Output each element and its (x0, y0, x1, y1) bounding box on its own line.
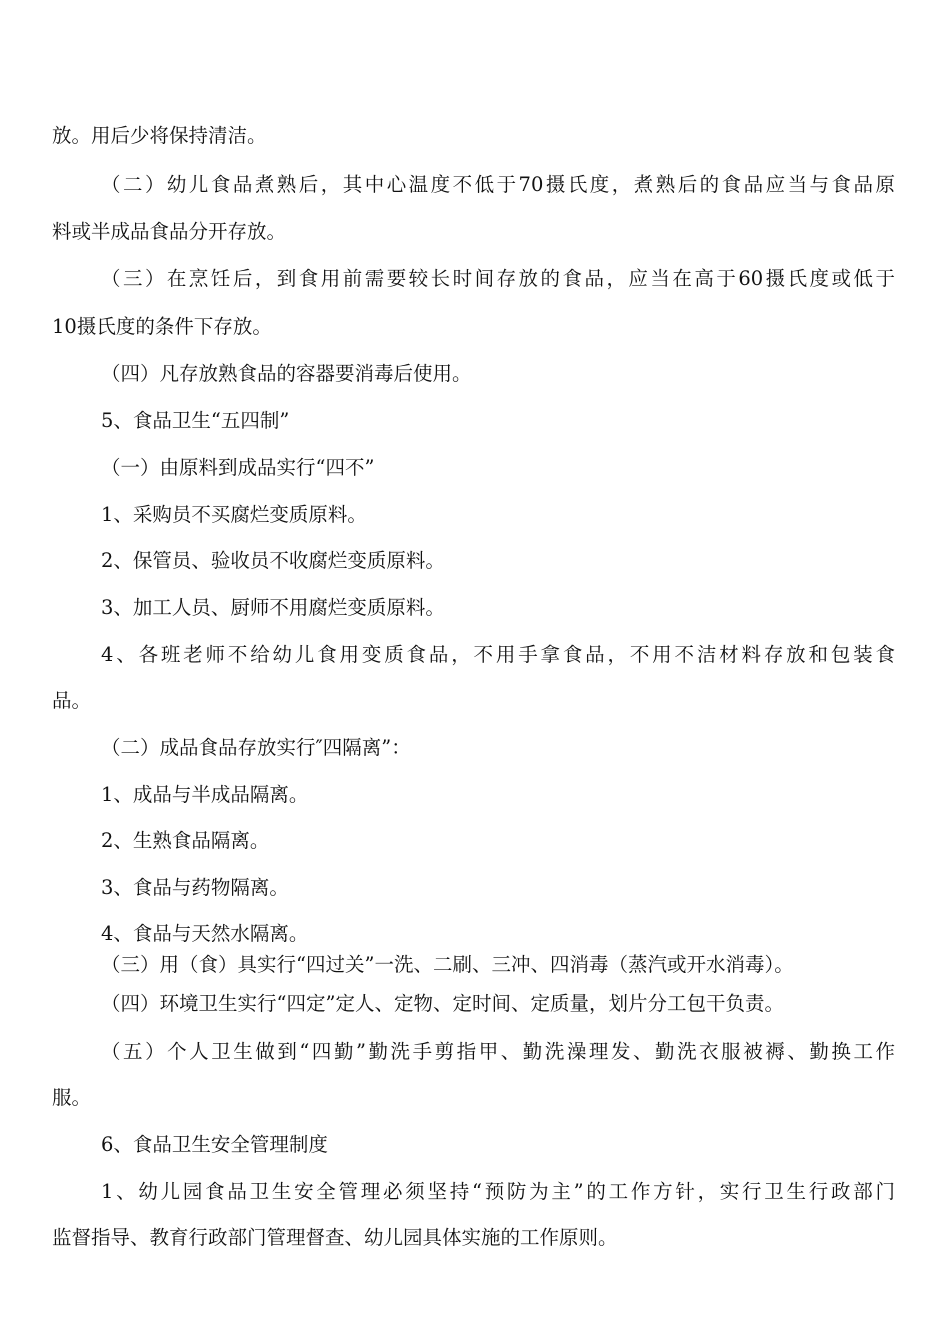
text-line: 1、采购员不买腐烂变质原料。 (101, 503, 367, 526)
text-line: 2、保管员、验收员不收腐烂变质原料。 (101, 549, 445, 572)
text-line: 4、食品与天然水隔离。 (101, 922, 309, 945)
text-line: 1、成品与半成品隔离。 (101, 783, 309, 806)
text-line: （四）环境卫生实行“四定”定人、定物、定时间、定质量，划片分工包干负责。 (101, 992, 784, 1015)
text-line: （二）成品食品存放实行″四隔离”： (101, 736, 411, 759)
text-line: 监督指导、教育行政部门管理督查、幼儿园具体实施的工作原则。 (52, 1226, 618, 1249)
section-heading: 6、食品卫生安全管理制度 (101, 1133, 328, 1156)
text-line: （三）在烹饪后，到食用前需要较长时间存放的食品，应当在高于60摄氏度或低于 (101, 267, 895, 290)
text-line: （二）幼儿食品煮熟后，其中心温度不低于70摄氏度，煮熟后的食品应当与食品原 (101, 173, 895, 196)
text-line: 放。用后少将保持清洁。 (52, 124, 267, 147)
text-line: 2、生熟食品隔离。 (101, 829, 270, 852)
text-line: 4、各班老师不给幼儿食用变质食品，不用手拿食品，不用不洁材料存放和包装食 (101, 643, 895, 666)
text-line: 10摄氏度的条件下存放。 (52, 315, 272, 338)
text-line: 3、加工人员、厨师不用腐烂变质原料。 (101, 596, 445, 619)
text-line: （三）用（食）具实行“四过关”一洗、二刷、三冲、四消毒（蒸汽或开水消毒）。 (101, 953, 794, 976)
text-line: 品。 (52, 689, 92, 712)
text-line: 服。 (52, 1086, 92, 1109)
text-line: 1、幼儿园食品卫生安全管理必须坚持“预防为主”的工作方针，实行卫生行政部门 (101, 1180, 895, 1203)
text-line: 料或半成品食品分开存放。 (52, 220, 287, 243)
text-line: （一）由原料到成品实行“四不” (101, 456, 375, 479)
section-heading: 5、食品卫生“五四制” (101, 409, 290, 432)
text-line: （四）凡存放熟食品的容器要消毒后使用。 (101, 362, 472, 385)
text-line: 3、食品与药物隔离。 (101, 876, 289, 899)
text-line: （五）个人卫生做到“四勤”勤洗手剪指甲、勤洗澡理发、勤洗衣服被褥、勤换工作 (101, 1040, 895, 1063)
